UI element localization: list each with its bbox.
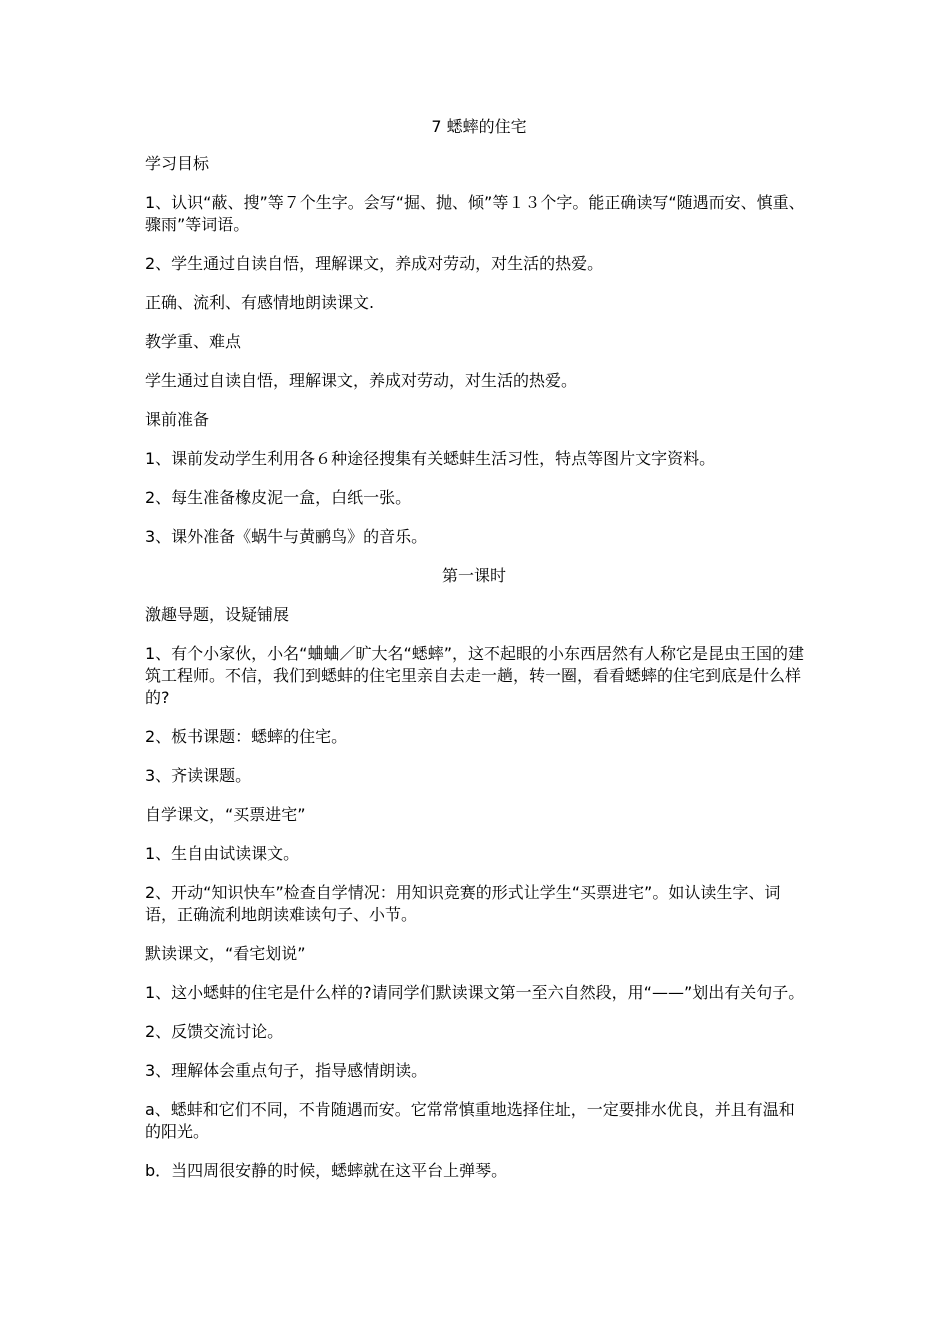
document-body — [145, 116, 807, 1199]
paragraph: 正确、流利、有感情地朗读课文. — [145, 293, 375, 312]
heading-preparation: 课前准备 — [145, 410, 210, 429]
paragraph: 学生通过自读自悟，理解课文，养成对劳动，对生活的热爱。 — [145, 371, 578, 390]
paragraph: 1、有个小家伙，小名“蛐蛐／旷大名“蟋蟀”，这不起眼的小东西居然有人称它是昆虫王国的建筑工程师。不信，我们到蟋蚌的住宅里亲自去走一趟，转一圈，看看蟋蟀的住宅到底是什么样的? — [145, 644, 805, 707]
paragraph: b．当四周很安静的时候，蟋蟀就在这平台上弹琴。 — [145, 1161, 508, 1180]
lesson-heading: 第一课时 — [441, 566, 506, 585]
paragraph: a、蟋蚌和它们不同，不肯随遇而安。它常常慎重地选择住址，一定要排水优良，并且有温和的阳光。 — [145, 1100, 795, 1141]
heading-key-points: 教学重、难点 — [145, 332, 242, 351]
paragraph: 3、课外准备《蜗牛与黄鹂鸟》的音乐。 — [145, 527, 428, 546]
document-title: 7 蟋蟀的住宅 — [431, 117, 527, 136]
section-heading: 激趣导题，设疑铺展 — [145, 605, 290, 624]
paragraph: 1、这小蟋蚌的住宅是什么样的?请同学们默读课文第一至六自然段，用“——”划出有关句子。 — [145, 983, 805, 1002]
paragraph: 3、齐读课题。 — [145, 766, 252, 785]
paragraph: 2、板书课题：蟋蟀的住宅。 — [145, 727, 348, 746]
paragraph: 2、反馈交流讨论。 — [145, 1022, 284, 1041]
paragraph: 1、认识“蔽、搜”等７个生字。会写“掘、抛、倾”等１３个字。能正确读写“随遇而安、慎重、骤雨”等词语。 — [145, 193, 805, 234]
heading-learning-goals: 学习目标 — [145, 154, 210, 173]
paragraph: 2、学生通过自读自悟，理解课文，养成对劳动，对生活的热爱。 — [145, 254, 604, 273]
paragraph: 1、生自由试读课文。 — [145, 844, 300, 863]
paragraph: 2、开动“知识快车”检查自学情况：用知识竞赛的形式让学生“买票进宅”。如认读生字、词语，正确流利地朗读难读句子、小节。 — [145, 883, 781, 924]
paragraph: 1、课前发动学生利用各６种途径搜集有关蟋蚌生活习性，特点等图片文字资料。 — [145, 449, 716, 468]
section-heading: 默读课文，“看宅划说” — [145, 944, 306, 963]
paragraph: 3、理解体会重点句子，指导感情朗读。 — [145, 1061, 428, 1080]
section-heading: 自学课文，“买票进宅” — [145, 805, 306, 824]
paragraph: 2、每生准备橡皮泥一盒，白纸一张。 — [145, 488, 412, 507]
